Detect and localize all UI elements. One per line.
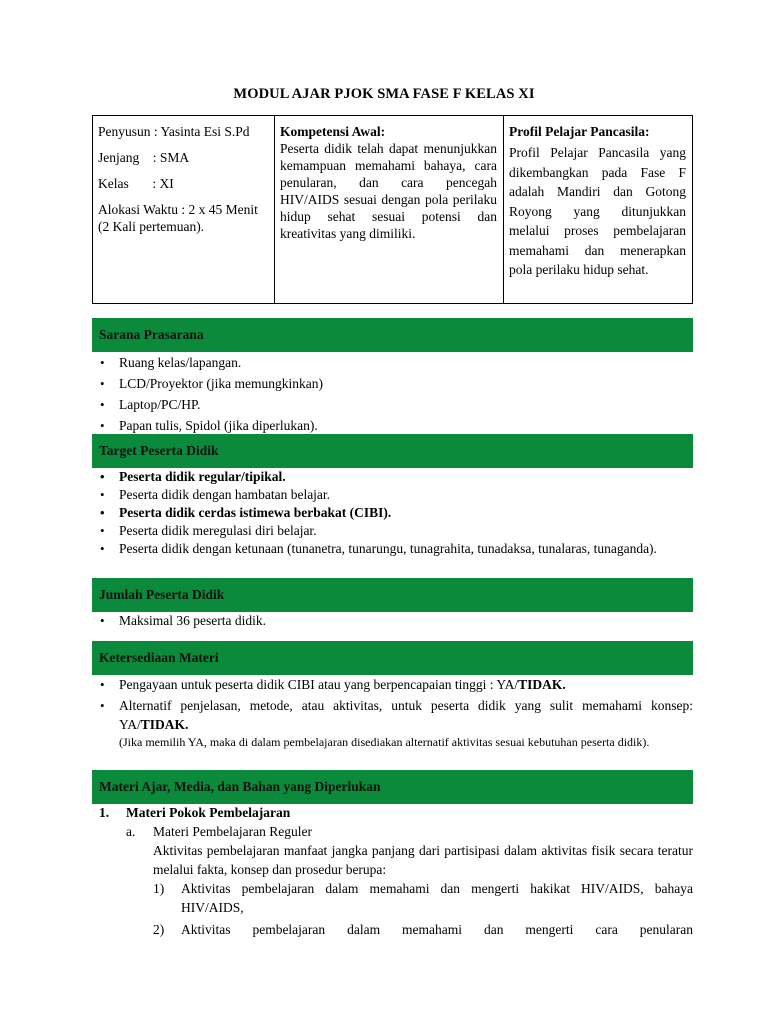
list-item: • Maksimal 36 peserta didik.	[92, 612, 693, 630]
list-item: • Peserta didik dengan hambatan belajar.	[92, 486, 693, 504]
class: Kelas : XI	[98, 176, 174, 191]
sarana-list	[92, 352, 693, 436]
author: Penyusun : Yasinta Esi S.Pd	[98, 124, 250, 139]
profile-heading: Profil Pelajar Pancasila:	[509, 124, 650, 139]
list-item: • Ruang kelas/lapangan.	[92, 352, 693, 373]
profile-text: Profil Pelajar Pancasila yang dikembangkan pada Fase F adalah Mandiri dan Gotong Royong yang ditunjukkan melalui proses pembelajaran memahami dan menerapkan pola perilaku hidup sehat.	[509, 145, 686, 277]
section-header-materi: Materi Ajar, Media, dan Bahan yang Diperlukan	[92, 770, 693, 804]
list-item: • Papan tulis, Spidol (jika diperlukan).	[92, 415, 693, 436]
time-allocation: Alokasi Waktu : 2 x 45 Menit (2 Kali pertemuan).	[98, 202, 258, 234]
document-title: MODUL AJAR PJOK SMA FASE F KELAS XI	[233, 86, 535, 102]
list-item: • Peserta didik regular/tipikal.	[92, 468, 693, 486]
list-item: • LCD/Proyektor (jika memungkinkan)	[92, 373, 693, 394]
alternative-answer: TIDAK.	[140, 717, 189, 732]
level: Jenjang : SMA	[98, 150, 190, 165]
jumlah-list	[92, 612, 693, 630]
item-text: Aktivitas pembelajaran dalam memahami dan mengerti hakikat HIV/AIDS, bahaya HIV/AIDS,	[181, 881, 693, 915]
list-item: • Peserta didik cerdas istimewa berbakat (CIBI).	[92, 504, 693, 522]
section-header-sarana: Sarana Prasarana	[92, 318, 693, 352]
list-item: • Peserta didik dengan ketunaan (tunanetra, tunarungu, tunagrahita, tunadaksa, tunalaras, tunaganda).	[92, 540, 693, 558]
section-header-ketersediaan: Ketersediaan Materi	[92, 641, 693, 675]
list-item	[92, 803, 693, 822]
info-table	[92, 115, 693, 304]
list-item	[92, 920, 693, 939]
competency-heading: Kompetensi Awal:	[280, 124, 386, 139]
profile-cell	[504, 116, 693, 304]
list-item	[92, 822, 693, 841]
item-heading: Materi Pokok Pembelajaran	[126, 805, 291, 820]
section-header-jumlah: Jumlah Peserta Didik	[92, 578, 693, 612]
list-item	[92, 879, 693, 917]
list-item: • Laptop/PC/HP.	[92, 394, 693, 415]
list-item	[92, 696, 693, 750]
competency-text: Peserta didik telah dapat menunjukkan kemampuan memahami bahaya, cara penularan, dan cara pencegah HIV/AIDS sesuai dengan pola perilaku hidup sehat sesuai potensi dan kreativitas yang dimiliki.	[280, 141, 497, 241]
materi-content	[92, 803, 693, 939]
item-number: 1.	[99, 805, 110, 820]
item-number: 1)	[153, 881, 165, 896]
identity-cell	[93, 116, 275, 304]
list-item: • Peserta didik meregulasi diri belajar.	[92, 522, 693, 540]
item-text: Aktivitas pembelajaran dalam memahami dan mengerti cara penularan	[181, 922, 693, 937]
list-item	[92, 675, 693, 694]
paragraph: Aktivitas pembelajaran manfaat jangka panjang dari partisipasi dalam aktivitas fisik secara teratur melalui fakta, konsep dan prosedur berupa:	[153, 843, 693, 877]
subitem-heading: Materi Pembelajaran Reguler	[153, 824, 312, 839]
item-letter: a.	[126, 824, 136, 839]
item-number: 2)	[153, 922, 165, 937]
enrichment-text: Pengayaan untuk peserta didik CIBI atau yang berpencapaian tinggi : YA/	[119, 677, 519, 692]
competency-cell	[275, 116, 504, 304]
target-list	[92, 468, 693, 558]
alternative-text: Alternatif penjelasan, metode, atau aktivitas, untuk peserta didik yang sulit memahami konsep: YA/	[119, 698, 693, 732]
enrichment-answer: TIDAK.	[518, 677, 566, 692]
note-text: (Jika memilih YA, maka di dalam pembelajaran disediakan alternatif aktivitas sesuai kebutuhan peserta didik).	[119, 735, 650, 749]
ketersediaan-list	[92, 675, 693, 750]
section-header-target: Target Peserta Didik	[92, 434, 693, 468]
